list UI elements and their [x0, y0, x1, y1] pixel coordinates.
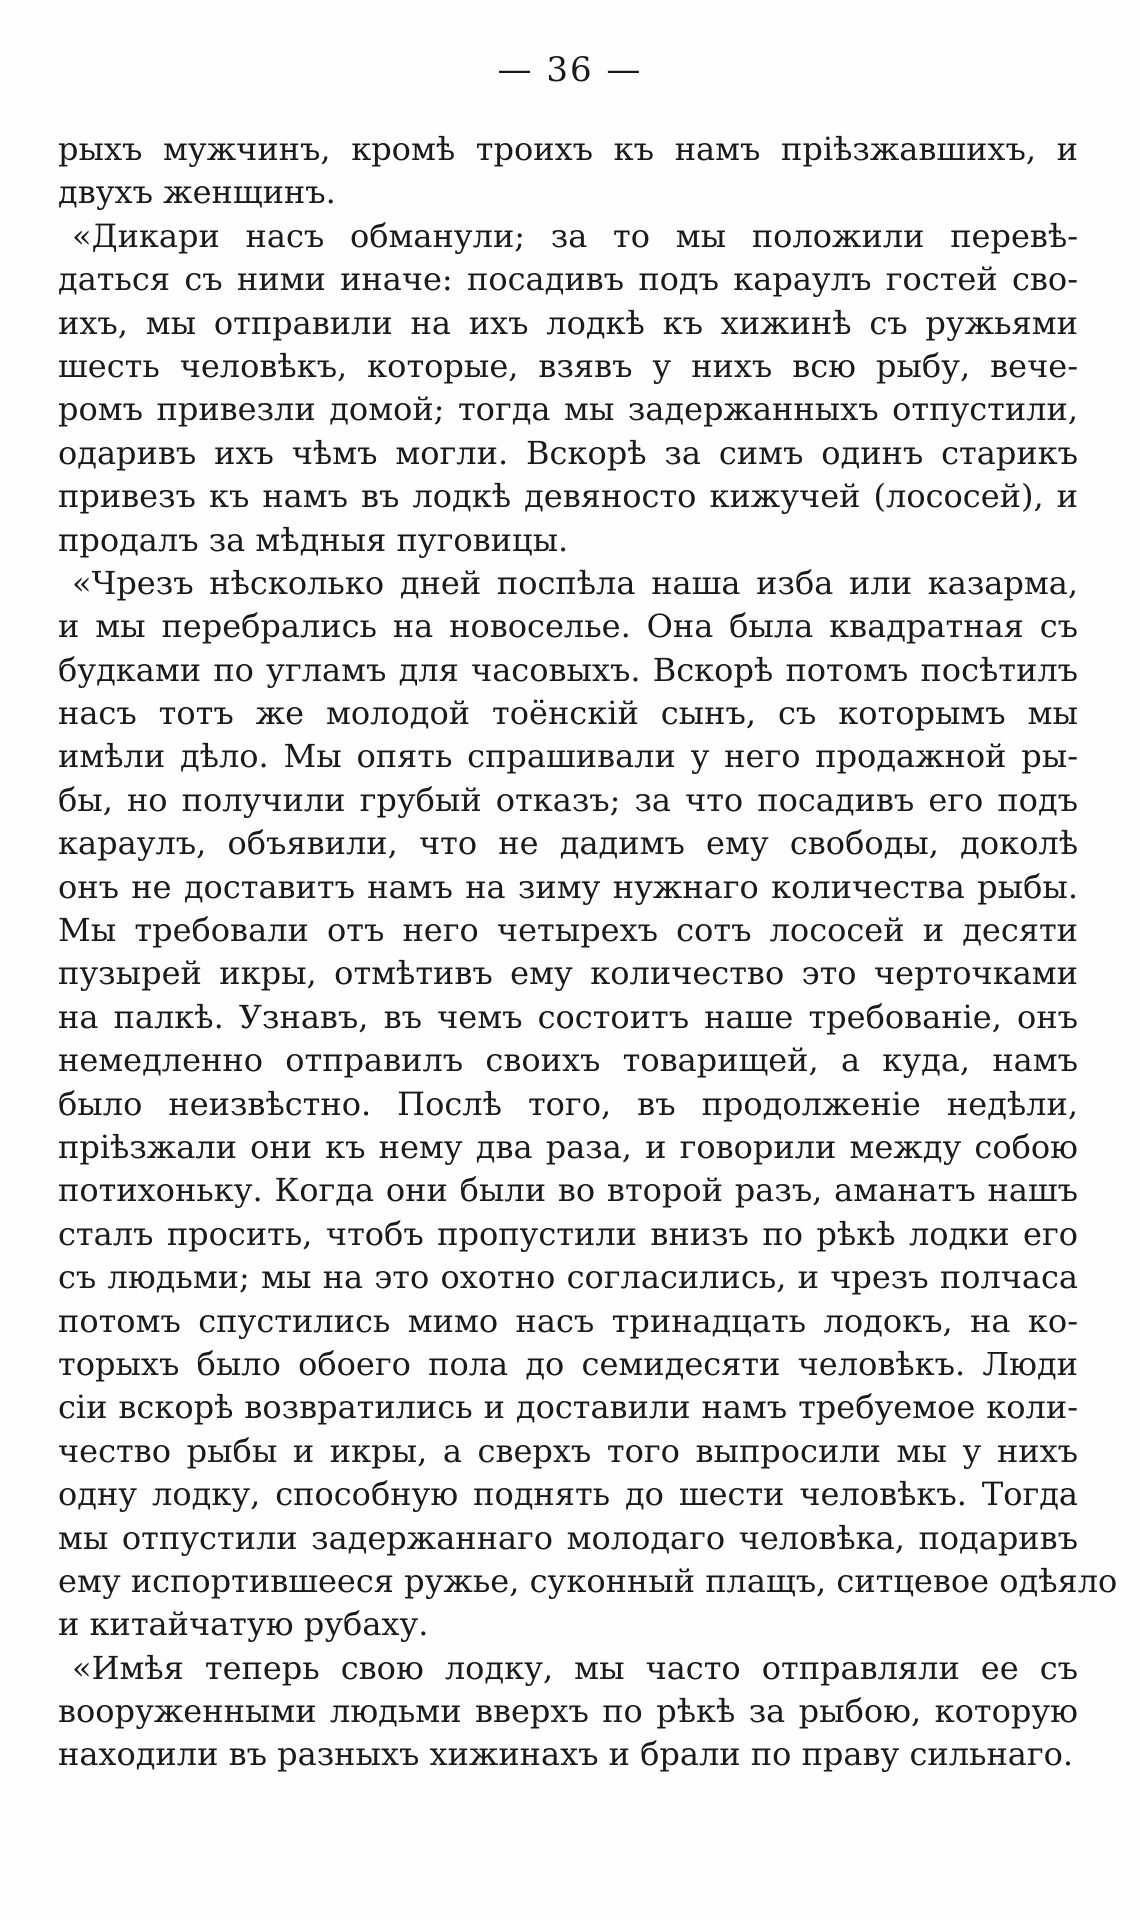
text-line: ихъ, мы отправили на ихъ лодкѣ къ хижинѣ съ ружьями — [58, 303, 1078, 342]
text-line: «Дикари насъ обманули; за то мы положили перевѣ- — [72, 216, 1078, 255]
text-line: чество рыбы и икры, а сверхъ того выпросили мы у нихъ — [58, 1431, 1078, 1470]
text-line: пріѣзжали они къ нему два раза, и говорили между собою — [58, 1127, 1078, 1166]
text-line: «Имѣя теперь свою лодку, мы часто отправляли ее съ — [72, 1648, 1078, 1687]
text-line: даться съ ними иначе: посадивъ подъ караулъ гостей сво- — [58, 260, 1078, 299]
text-line: продалъ за мѣдныя пуговицы. — [58, 520, 569, 559]
page-number: — 36 — — [497, 50, 643, 90]
text-line: сталъ просить, чтобъ пропустили внизъ по рѣкѣ лодки его — [58, 1214, 1078, 1253]
text-line: бы, но получили грубый отказъ; за что посадивъ его подъ — [58, 780, 1078, 819]
text-line: немедленно отправилъ своихъ товарищей, а куда, намъ — [58, 1041, 1078, 1080]
text-line: одаривъ ихъ чѣмъ могли. Вскорѣ за симъ одинъ старикъ — [58, 433, 1078, 472]
text-line: потомъ спустились мимо насъ тринадцать лодокъ, на ко- — [58, 1301, 1078, 1340]
text-line: рыхъ мужчинъ, кромѣ троихъ къ намъ пріѣзжавшихъ, и — [58, 130, 1078, 168]
text-line: «Чрезъ нѣсколько дней поспѣла наша изба или казарма, — [72, 563, 1078, 602]
text-line: было неизвѣстно. Послѣ того, въ продолженіе недѣли, — [58, 1084, 1078, 1123]
text-line: и мы перебрались на новоселье. Она была квадратная съ — [58, 607, 1078, 646]
text-line: и китайчатую рубаху. — [58, 1605, 429, 1644]
text-line: находили въ разныхъ хижинахъ и брали по праву сильнаго. — [58, 1735, 1074, 1774]
text-line: караулъ, объявили, что не дадимъ ему свободы, доколѣ — [58, 824, 1078, 863]
text-line: Мы требовали отъ него четырехъ сотъ лососей и десяти — [58, 911, 1078, 950]
text-line: одну лодку, способную поднять до шести человѣкъ. Тогда — [58, 1475, 1078, 1514]
text-line: торыхъ было обоего пола до семидесяти человѣкъ. Люди — [58, 1344, 1078, 1383]
text-line: насъ тотъ же молодой тоёнскій сынъ, съ которымъ мы — [58, 694, 1078, 733]
text-line: потихоньку. Когда они были во второй разъ, аманатъ нашъ — [58, 1171, 1078, 1210]
text-line: съ людьми; мы на это охотно согласились, и чрезъ полчаса — [58, 1258, 1078, 1297]
text-line: привезъ къ намъ въ лодкѣ девяносто кижучей (лососей), и — [58, 477, 1078, 516]
text-line: ромъ привезли домой; тогда мы задержанныхъ отпустили, — [58, 390, 1078, 429]
text-line: двухъ женщинъ. — [58, 173, 336, 212]
text-line: будками по угламъ для часовыхъ. Вскорѣ потомъ посѣтилъ — [58, 650, 1078, 689]
text-line: онъ не доставитъ намъ на зиму нужнаго количества рыбы. — [58, 867, 1078, 906]
body-text — [58, 128, 1118, 1777]
text-line: шесть человѣкъ, которые, взявъ у нихъ всю рыбу, вече- — [58, 346, 1078, 385]
text-line: имѣли дѣло. Мы опять спрашивали у него продажной ры- — [58, 737, 1078, 776]
text-line: мы отпустили задержаннаго молодаго человѣка, подаривъ — [58, 1518, 1078, 1557]
text-line: сіи вскорѣ возвратились и доставили намъ требуемое коли- — [58, 1388, 1078, 1427]
text-line: на палкѣ. Узнавъ, въ чемъ состоитъ наше требованіе, онъ — [58, 997, 1078, 1036]
text-line: вооруженными людьми вверхъ по рѣкѣ за рыбою, которую — [58, 1692, 1078, 1731]
text-line: ему испортившееся ружье, суконный плащъ, ситцевое одѣяло — [58, 1561, 1118, 1600]
text-line: пузырей икры, отмѣтивъ ему количество это черточками — [58, 954, 1078, 993]
